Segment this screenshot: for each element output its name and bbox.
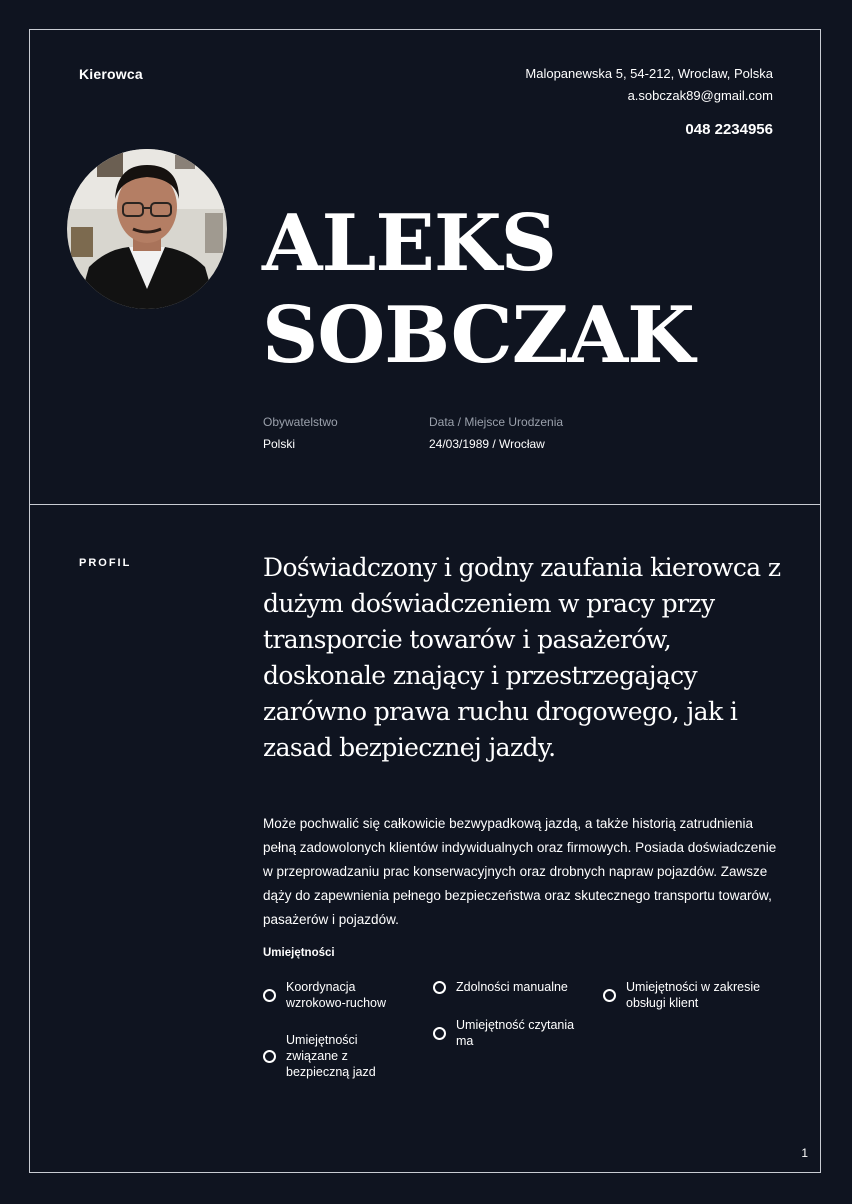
contact-block [525,63,773,141]
first-name: ALEKS [262,198,556,289]
last-name: SOBCZAK [262,290,694,381]
skill-label: Zdolności manualne [456,980,568,994]
skills-title: Umiejętności [263,947,335,959]
skill-item [433,1017,593,1049]
profile-photo [67,149,227,309]
full-name [262,198,694,382]
skill-label: Koordynacja wzrokowo-ruchow [286,980,387,1010]
email: a.sobczak89@gmail.com [627,88,773,103]
skill-label: Umiejętność czytania ma [456,1018,575,1048]
skill-label: Umiejętności związane z bezpieczną jazd [286,1033,376,1079]
skill-item [263,979,413,1011]
skill-item [433,979,583,995]
circle-bullet-icon [433,1027,446,1040]
profile-body: Może pochwalić się całkowicie bezwypadkową jazdą, a także historią zatrudnienia pełną zadowolonych klientów indywidualnych oraz firmowych. Posiada doświadczenie w przeprowadzaniu prac konserwacyjnych oraz drobnych napraw pojazdów. Zawsze dąży do zapewnienia pełnego bezpieczeństwa oraz skutecznego transportu towarów, pasażerów i pojazdów. [263,816,777,927]
skill-item [263,1032,413,1080]
circle-bullet-icon [603,989,616,1002]
phone: 048 2234956 [685,121,773,138]
citizenship [263,411,338,455]
circle-bullet-icon [263,1050,276,1063]
profile-section-label: PROFIL [79,557,132,569]
skill-label: Umiejętności w zakresie obsługi klient [626,980,761,1010]
page-number: 1 [801,1146,808,1160]
birth-label: Data / Miejsce Urodzenia [429,415,564,429]
circle-bullet-icon [433,981,446,994]
circle-bullet-icon [263,989,276,1002]
citizenship-label: Obywatelstwo [263,415,338,429]
address: Malopanewska 5, 54-212, Wroclaw, Polska [525,66,773,81]
profile-headline: Doświadczony i godny zaufania kierowca z dużym doświadczeniem w pracy przy transporcie towarów i pasażerów, doskonale znający i przestrzegający zarówno prawa ruchu drogowego, jak i zasad bezpiecznej jazdy. [263,553,781,762]
birth-value: 24/03/1989 / Wrocław [429,437,545,451]
skill-item [603,979,773,1011]
job-title: Kierowca [79,66,143,82]
citizenship-value: Polski [263,437,296,451]
birth-info [429,411,563,455]
section-divider [29,504,821,505]
portrait-image [67,149,227,309]
